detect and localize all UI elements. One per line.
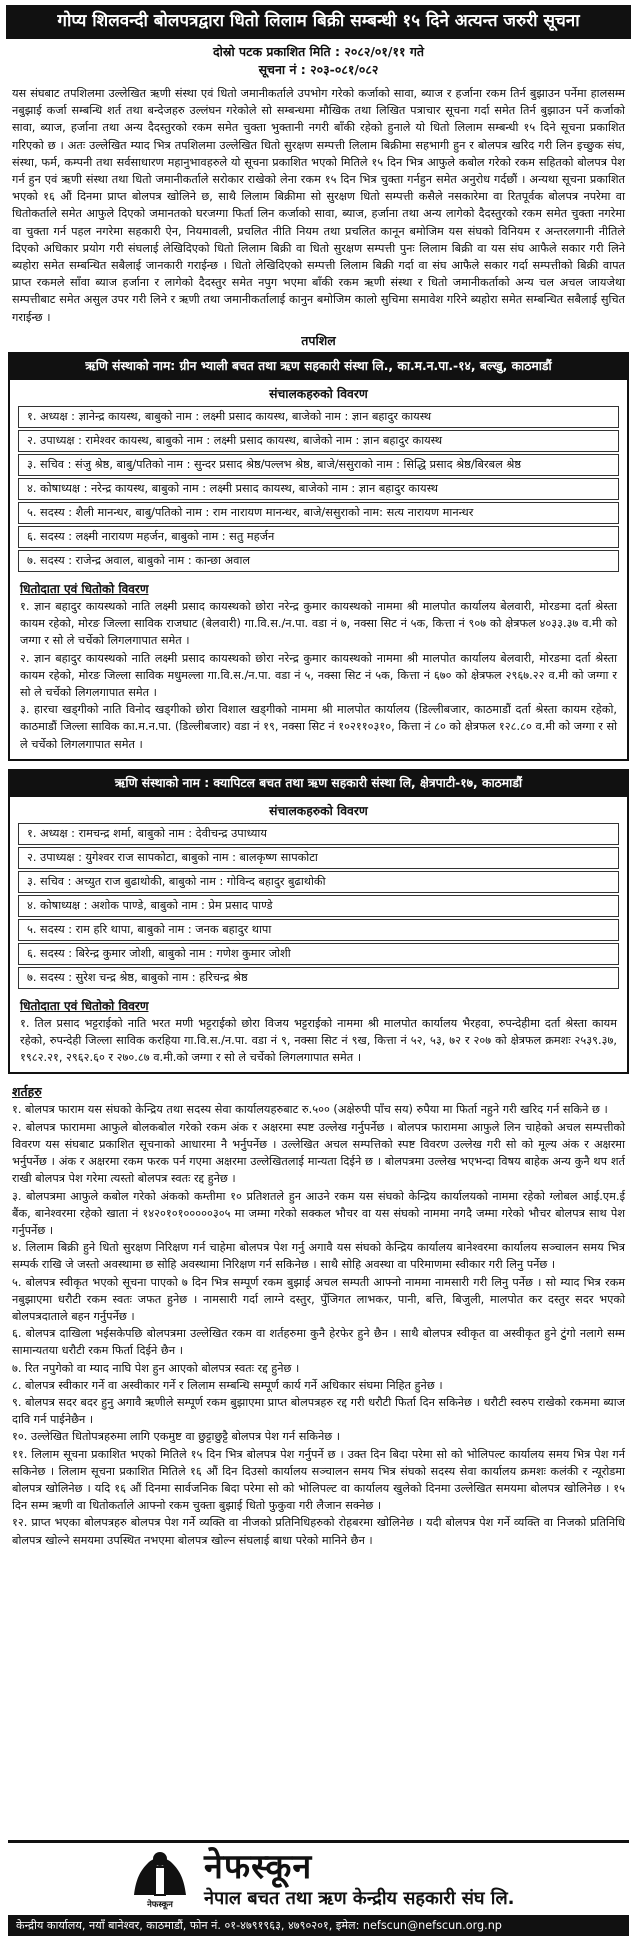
- term-item: ४. लिलाम बिक्री हुने धितो सुरक्षण निरिक्षण गर्न चाहेमा बोलपत्र पेश गर्नु अगावै यस संघको केन्द्रिय कार्यालय बानेश्वरमा कार्यालय सञ्चालन समय भित्र सम्पर्क राखि जे जस्तो अवस्थामा छ सोहि अवस्थामा निरिक्षण गर्न सकिनेछ । साथै सोहि अवस्था वा परिमाणमा स्वीकार गरी लिनु पर्नेछ ।: [12, 1241, 625, 1272]
- intro-paragraph: [8, 85, 629, 326]
- collateral-item: १. ज्ञान बहादुर कायस्थको नाति लक्ष्मी प्रसाद कायस्थको छोरा नरेन्द्र कुमार कायस्थको नाममा श्री मालपोत कार्यालय बेलवारी, मोरङमा दर्ता श्रेस्ता कायम रहेको, मोरङ जिल्ला साविक राजघाट (बेलवारी) गा.वि.स./न.पा. वडा नं ७, नक्सा सिट नं ५क, कित्ता नं ९०७ को क्षेत्रफल ४०३३.३७ व.मी को जग्गा र सो ले चर्चेको लिगलगापात समेत ।: [20, 600, 617, 648]
- contact-bar: केन्द्रीय कार्यालय, नयाँ बानेश्वर, काठमाडौं, फोन नं. ०१-४७९१९६३, ४७९०२०१, इमेल: nefscun@nefscun.org.np: [8, 1915, 629, 1936]
- term-item: १०. उल्लेखित धितोपत्रहरुमा लागि एकमुष्ट वा छुट्टाछुट्टै बोलपत्र पेश गर्न सकिनेछ ।: [12, 1430, 341, 1444]
- board-member: २. उपाध्यक्ष : युगेश्वर राज सापकोटा, बाबुको नाम : बालकृष्ण सापकोटा: [18, 847, 619, 869]
- board-heading: संचालकहरुको विवरण: [269, 387, 368, 402]
- board-member: ५. सदस्य : शैली मानन्धर, बाबु/पतिको नाम : राम नारायण मानन्धर, बाजे/ससुराको नाम: सत्य नारायण मानन्धर: [18, 502, 619, 524]
- terms-heading: शर्तहरु: [12, 1084, 42, 1100]
- board-member: २. उपाध्यक्ष : रामेश्वर कायस्थ, बाबुको नाम : लक्ष्मी प्रसाद कायस्थ, बाजेको नाम : ज्ञान बहादुर कायस्थ: [18, 430, 619, 452]
- collateral-heading: धितोदाता एवं धितोको विवरण: [20, 582, 149, 597]
- terms-list: [8, 1101, 629, 1548]
- footer: [8, 1840, 629, 1936]
- term-item: १. बोलपत्र फाराम यस संघको केन्द्रिय तथा सदस्य सेवा कार्यालयहरुबाट रु.५०० (अक्षेरुपी पाँच सय) रुपैया मा फिर्ता नहुने गरी खरिद गर्न सकिने छ ।: [12, 1103, 608, 1117]
- board-member: ७. सदस्य : राजेन्द्र अवाल, बाबुको नाम : कान्छा अवाल: [18, 550, 619, 572]
- brand-full-name: नेपाल बचत तथा ऋण केन्द्रीय सहकारी संघ लि.: [204, 1888, 515, 1909]
- board-member: ६. सदस्य : लक्ष्मी नारायण महर्जन, बाबुको नाम : सतु महर्जन: [18, 526, 619, 548]
- notice-number: सूचना नं : २०३-०८१/०८२: [258, 62, 379, 77]
- board-list: [10, 823, 627, 989]
- collateral-item: १. तिल प्रसाद भट्टराईको नाति भरत मणी भट्टराईको छोरा विजय भट्टराईको नाममा श्री मालपोत कार्यालय भैरहवा, रुपन्देहीमा दर्ता श्रेस्ता कायम रहेको, रुपन्देही जिल्ला साविक करहिया गा.वि.स./न.पा. वडा नं ९, नक्सा सिट नं ९ख, कित्ता नं ५२, ५३, ७२ र २०७ को क्षेत्रफल क्रमशः २५३९.३७, १९८२.२१, २९६२.६० र २७०.८७ व.मी.को जग्गा र सो ले चर्चेको लिगलगापात समेत ।: [20, 1016, 617, 1065]
- term-item: २. बोलपत्र फाराममा आफुले बोलकबोल गरेको रकम अंक र अक्षरमा स्पष्ट उल्लेख गर्नुपर्नेछ । बोलपत्र फाराममा आफुले लिन चाहेको अचल सम्पत्तीको विवरण यस संघबाट प्रकाशित सूचनाको आधारमा नै भर्नुपर्नेछ । उल्लेखित अचल सम्पत्तिको स्पष्ट विवरण उल्लेख गरी सो को मूल्य अंक र अक्षरमा भर्नुपर्नेछ । अंक र अक्षरमा रकम फरक पर्न गएमा अक्षरमा उल्लेखितलाई मान्यता दिईने छ । बोलपत्रमा उल्लेख भएभन्दा विषय बाहेक अन्य कुनै थप शर्त राखी बोलपत्र पेश गरेमा त्यस्तो बोलपत्र स्वतः रद्द हुनेछ ।: [12, 1120, 625, 1186]
- board-member: १. अध्यक्ष : ज्ञानेन्द्र कायस्थ, बाबुको नाम : लक्ष्मी प्रसाद कायस्थ, बाजेको नाम : ज्ञान बहादुर कायस्थ: [18, 406, 619, 428]
- publish-date: दोस्रो पटक प्रकाशित मिति : २०८२/०१/११ गते: [213, 44, 424, 59]
- term-item: ५. बोलपत्र स्वीकृत भएको सूचना पाएको ७ दिन भित्र सम्पूर्ण रकम बुझाई अचल सम्पती आफ्नो नाममा नामसारी गरी लिनु पर्नेछ । सो म्याद भित्र रकम नबुझाएमा धरौटी रकम स्वतः जफत हुनेछ । नामसारी गर्दा लाग्ने दस्तुर, पुँजिगत लाभकर, पानी, बत्ति, बिजुली, मालपोत कर दस्तुर सदर भएको बोलपत्रदाताले बहन गर्नुपर्नेछ ।: [12, 1275, 625, 1323]
- organization-name: ऋणि संस्थाको नाम: ग्रीन भ्याली बचत तथा ऋण सहकारी संस्था लि., का.म.न.पा.-१४, बल्खु, काठमाडौं: [10, 354, 627, 380]
- brand-name: नेफस्कून: [204, 1847, 313, 1887]
- term-item: १२. प्राप्त भएका बोलपत्रहरु बोलपत्र पेश गर्ने व्यक्ति वा नीजको प्रतिनिधिहरुको रोहबरमा खोलिनेछ । यदी बोलपत्र पेश गर्ने व्यक्ति वा निजको प्रतिनिधि बोलपत्र खोल्ने समयमा उपस्थित नभएमा बोलपत्र खोल्न संघलाई बाधा परेको मानिने छैन ।: [12, 1516, 625, 1547]
- board-member: १. अध्यक्ष : रामचन्द्र शर्मा, बाबुको नाम : देवीचन्द्र उपाध्याय: [18, 823, 619, 845]
- logo-caption: नेफस्कून: [147, 1900, 173, 1910]
- collateral-heading: धितोदाता एवं धितोको विवरण: [20, 998, 149, 1013]
- term-item: ७. रित नपुगेको वा म्याद नाघि पेश हुन आएको बोलपत्र स्वतः रद्द हुनेछ ।: [12, 1361, 300, 1375]
- collateral-item: २. ज्ञान बहादुर कायस्थको नाति लक्ष्मी प्रसाद कायस्थको छोरा नरेन्द्र कुमार कायस्थको नाममा श्री मालपोत कार्यालय बेलवारी, मोरङमा दर्ता श्रेस्ता कायम रहेको, मोरङ जिल्ला साविक मधुमल्ला गा.वि.स./न.पा. वडा नं ५, नक्सा सिट नं ५क, कित्ता नं ६७० को क्षेत्रफल २९६७.२२ व.मी को जग्गा र सो ले चर्चेको लिगलगापात समेत ।: [20, 651, 617, 700]
- board-heading: संचालकहरुको विवरण: [269, 803, 368, 818]
- board-list: [10, 406, 627, 572]
- collateral-item: ३. हारचा खड्गीको नाति विनोद खड्गीको छोरा विशाल खड्गीको नाममा श्री मालपोत कार्यालय (डिल्लीबजार, काठमाडौं दर्ता श्रेस्ता कायम रहेको, काठमाडौं जिल्ला साविक का.म.न.पा. (डिल्लीबजार) वडा नं १९, नक्सा सिट नं १०२११०३१०, कित्ता नं ८० को क्षेत्रफल १२८.८० व.मी को जग्गा र सो ले चर्चेको लिगलगापात समेत ।: [20, 703, 618, 751]
- board-member: ४. कोषाध्यक्ष : नरेन्द्र कायस्थ, बाबुको नाम : लक्ष्मी प्रसाद कायस्थ, बाजेको नाम : ज्ञान बहादुर कायस्थ: [18, 478, 619, 500]
- notice-title: गोप्य शिलवन्दी बोलपत्रद्वारा धितो लिलाम बिक्री सम्बन्धी १५ दिने अत्यन्त जरुरी सूचना: [6, 5, 631, 39]
- details-heading: तपशिल: [301, 332, 336, 348]
- board-member: ५. सदस्य : राम हरि थापा, बाबुको नाम : जनक बहादुर थापा: [18, 919, 619, 941]
- logo: [126, 1849, 194, 1913]
- collateral-list: [10, 598, 627, 759]
- collateral-list: [10, 1015, 627, 1073]
- organization-box: [8, 352, 629, 761]
- board-member: ३. सचिव : अच्युत राज बुढाथोकी, बाबुको नाम : गोविन्द बहादुर बुढाथोकी: [18, 871, 619, 893]
- term-item: ११. लिलाम सूचना प्रकाशित भएको मितिले १५ दिन भित्र बोलपत्र पेश गर्नुपर्ने छ । उक्त दिन बिदा परेमा सो को भोलिपल्ट कार्यालय समय भित्र पेश गर्न सकिनेछ । लिलाम सूचना प्रकाशित मितिले १६ औं दिन दिउसो कार्यालय सञ्चालन समय भित्र संघको सदस्य सेवा कार्यालय क्रमशः कलंकी र न्यूरोडमा बोलपत्र खोलिनेछ । यदि १६ औं दिनमा सार्वजनिक बिदा परेमा सो को भोलिपल्ट वा कार्यालय खुलेको दिनमा उल्लेखित समयमा बोलपत्र खोलिनेछ । १५ दिन सम्म ऋणी वा धितोकर्ताले आफ्नो रकम चुक्ता बुझाई धितो फुकुवा गरी लैजान सक्नेछ ।: [12, 1447, 625, 1513]
- board-member: ३. सचिव : संजु श्रेष्ठ, बाबु/पतिको नाम : सुन्दर प्रसाद श्रेष्ठ/पल्लभ श्रेष्ठ, बाजे/ससुराको नाम : सिद्धि प्रसाद श्रेष्ठ/बिरबल श्रेष्ठ: [18, 454, 619, 476]
- organization-name: ऋणि संस्थाको नाम : क्यापिटल बचत तथा ऋण सहकारी संस्था लि, क्षेत्रपाटी-१७, काठमाडौं: [10, 771, 627, 797]
- organization-box: [8, 769, 629, 1075]
- intro-text: यस संघबाट तपशिलमा उल्लेखित ऋणी संस्था एवं धितो जमानीकर्ताले उपभोग गरेको कर्जाको सावा, ब्याज र हर्जाना रकम तिर्न बुझाउन पर्नेमा हालसम्म नबुझाई कर्जा सम्बन्धि शर्त तथा बन्देजहरु उल्लंघन गरेकोले सो सम्बन्धमा मौखिक तथा लिखित पत्राचार सूचना गर्दा समेत तिर्न बुझाउन पर्ने कर्जाको सावा, ब्याज, हर्जाना तथा अन्य दैदस्तुरको रकम समेत चुक्ता भुक्तानी नगरी बाँकी रहेको हुनाले यो धितो लिलाम सम्बन्धी १५ दिने सूचना प्रकाशित गरिएको छ । अतः उल्लेखित म्याद भित्र तपशिलमा उल्लेखित धितो सुरक्षण सम्पत्ती लिलाम बिक्रीमा सहभागी हुन र बोलपत्र खरिद गरी लिन इच्छुक संघ, संस्था, फर्म, कम्पनी तथा सर्वसाधारण महानुभावहरुले यो सूचना प्रकाशित भएको मितिले १५ दिन भित्र आफुले कबोल गरेको रकम सहितको बोलपत्र पेश गर्न हुन एवं ऋणी संस्था तथा धितो जमानीकर्ताले सरोकार राखेको लेना रकम १५ दिन भित्र चुक्ता गर्नहुन समेत अनुरोध गर्दछौं । अन्यथा सूचना प्रकाशित भएको १६ औं दिनमा प्राप्त बोलपत्र खोलिने छ, साथै लिलाम बिक्रीमा सो सुरक्षण धितो सम्पत्ती कसैले नसकारेमा वा रितपूर्वक बोलपत्र नपरेमा वा धितोकर्ताले समेत आफुले दिएको जमानतको घरजग्गा फिर्ता लिन कर्जाको सावा, ब्याज, हर्जाना तथा अन्य लागेको दैदस्तुरको रकम समेत चुक्ता नगरेमा वा चुक्ता गर्न पहल नगरेमा सहकारी ऐन, नियमावली, प्रचलित नीति नियम तथा प्रचलित कानून बमोजिम यस संघको विनियम र अन्तरलगानी नीतिले दिएको अधिकार प्रयोग गरी संघलाई लेखिदिएको धितो लिलाम बिक्री वा धितो सुरक्षण सम्पत्ती पुनः लिलाम बिक्री वा यस संघ आफैले सकार गरी लिने ब्यहोरा समेत सम्बन्धित सबैलाई जानकारी गराईन्छ । धितो लेखिदिएको सम्पत्ती लिलाम बिक्री गर्दा वा संघ आफैले सकार गर्दा सम्पत्तीको बिक्री वापत प्राप्त रकमले साँवा ब्याज हर्जाना र लागेको दैदस्तुर समेत नपुग भएमा बाँकी रकम ऋणी संस्था र धितो जमानीकर्ताको अन्य चल अचल जायजेथा सम्पत्तीबाट समेत असुल उपर गरी लिने र ऋणी तथा जमानीकर्तालाई कानुन बमोजिम कालो सुचिमा समावेश गरिने ब्यहोरा समेत सम्बन्धित सबैलाई सुचित गराईन्छ ।: [12, 87, 625, 324]
- board-member: ४. कोषाध्यक्ष : अशोक पाण्डे, बाबुको नाम : प्रेम प्रसाद पाण्डे: [18, 895, 619, 917]
- hands-logo-icon: [126, 1849, 194, 1899]
- term-item: ३. बोलपत्रमा आफुले कबोल गरेको अंकको कम्तीमा १० प्रतिशतले हुन आउने रकम यस संघको केन्द्रिय कार्यालयको नाममा रहेको ग्लोबल आई.एम.ई बैंक, बानेश्वरमा रहेको खाता नं १४२०१०१०००००३०५ मा जम्मा गरेको सक्कल भौचर वा यस संघको नाममा नगदै जम्मा गरेको भौचर बोलपत्र साथ पेश गर्नुपर्नेछ ।: [12, 1189, 625, 1237]
- term-item: ८. बोलपत्र स्वीकार गर्ने वा अस्वीकार गर्ने र लिलाम सम्बन्धि सम्पूर्ण कार्य गर्ने अधिकार संघमा निहित हुनेछ ।: [12, 1378, 443, 1392]
- term-item: ९. बोलपत्र सदर बदर हुनु अगावै ऋणीले सम्पूर्ण रकम बुझाएमा प्राप्त बोलपत्रहरु रद्द गरी धरौटी फिर्ता दिन सकिनेछ । धरौटी स्वरुप राखेको रकममा ब्याज दावि गर्न पाईनेछैन ।: [12, 1395, 625, 1427]
- board-member: ७. सदस्य : सुरेश चन्द्र श्रेष्ठ, बाबुको नाम : हरिचन्द्र श्रेष्ठ: [18, 967, 619, 989]
- term-item: ६. बोलपत्र दाखिला भईसकेपछि बोलपत्रमा उल्लेखित रकम वा शर्तहरुमा कुनै हेरफेर हुने छैन । साथै बोलपत्र स्वीकृत वा अस्वीकृत हुने टुंगो नलागे सम्म सामान्यतया धरौटी रकम फिर्ता दिईने छैन ।: [12, 1327, 625, 1358]
- board-member: ६. सदस्य : बिरेन्द्र कुमार जोशी, बाबुको नाम : गणेश कुमार जोशी: [18, 943, 619, 965]
